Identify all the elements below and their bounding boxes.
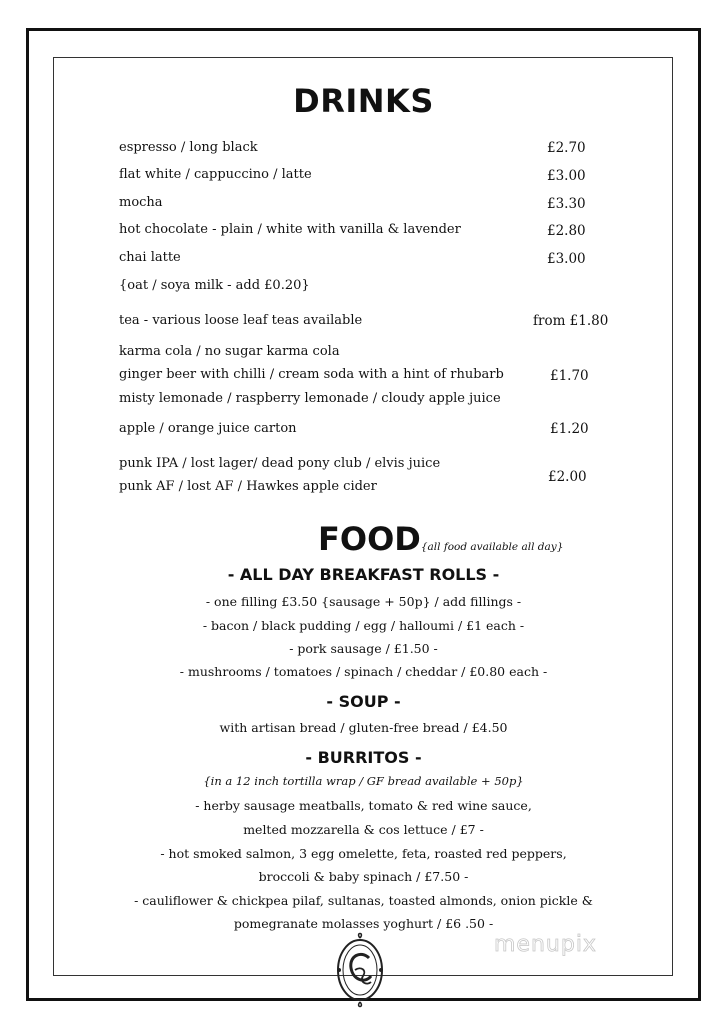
drink-item: mocha — [119, 195, 163, 210]
breakfast-heading: - ALL DAY BREAKFAST ROLLS - — [227, 565, 500, 584]
burrito-line: pomegranate molasses yoghurt / £6 .50 - — [233, 916, 494, 931]
drinks-heading: DRINKS — [293, 82, 434, 120]
burritos-note: {in a 12 inch tortilla wrap / GF bread available + 50p} — [203, 774, 524, 788]
drink-price: £2.70 — [547, 140, 586, 156]
breakfast-line: - one filling £3.50 {sausage + 50p} / add fillings - — [205, 594, 522, 609]
food-title: FOOD — [318, 520, 421, 558]
tea-price: from £1.80 — [533, 313, 609, 329]
burrito-line: - hot smoked salmon, 3 egg omelette, feta, roasted red peppers, — [160, 846, 567, 861]
soft-drink-line: ginger beer with chilli / cream soda with a hint of rhubarb — [119, 367, 504, 382]
burrito-line: melted mozzarella & cos lettuce / £7 - — [243, 822, 484, 837]
burrito-line: - cauliflower & chickpea pilaf, sultanas, toasted almonds, onion pickle & — [134, 893, 593, 908]
breakfast-line: - mushrooms / tomatoes / spinach / cheddar / £0.80 each - — [179, 664, 548, 679]
burrito-line: broccoli & baby spinach / £7.50 - — [258, 869, 469, 884]
drink-item: chai latte — [119, 250, 181, 265]
menupix-watermark: menupix — [494, 932, 597, 957]
soft-drink-line: karma cola / no sugar karma cola — [119, 344, 340, 359]
drink-item: flat white / cappuccino / latte — [119, 167, 312, 182]
soup-line: with artisan bread / gluten-free bread / £4.50 — [219, 720, 508, 735]
beer-line: punk AF / lost AF / Hawkes apple cider — [119, 479, 377, 494]
drink-price: £3.30 — [547, 196, 586, 212]
beer-price: £2.00 — [548, 469, 587, 485]
drink-item: hot chocolate - plain / white with vanilla & lavender — [119, 222, 461, 237]
juice-item: apple / orange juice carton — [119, 421, 297, 436]
drink-price: £2.80 — [547, 223, 586, 239]
milk-note: {oat / soya milk - add £0.20} — [119, 278, 310, 293]
breakfast-line: - pork sausage / £1.50 - — [289, 641, 438, 656]
burritos-heading: - BURRITOS - — [305, 748, 422, 767]
food-availability-note: {all food available all day} — [420, 541, 564, 553]
drink-price: £3.00 — [547, 168, 586, 184]
soup-heading: - SOUP - — [326, 692, 401, 711]
food-heading — [318, 520, 563, 558]
soft-drink-price: £1.70 — [550, 368, 589, 384]
soft-drink-line: misty lemonade / raspberry lemonade / cloudy apple juice — [119, 391, 501, 406]
drink-item: espresso / long black — [119, 140, 258, 155]
drink-price: £3.00 — [547, 251, 586, 267]
beer-line: punk IPA / lost lager/ dead pony club / elvis juice — [119, 456, 441, 471]
cafe-monogram-logo — [325, 930, 395, 1010]
breakfast-line: - bacon / black pudding / egg / halloumi / £1 each - — [202, 618, 525, 633]
juice-price: £1.20 — [550, 421, 589, 437]
burrito-line: - herby sausage meatballs, tomato & red wine sauce, — [195, 798, 532, 813]
tea-item: tea - various loose leaf teas available — [119, 313, 363, 328]
